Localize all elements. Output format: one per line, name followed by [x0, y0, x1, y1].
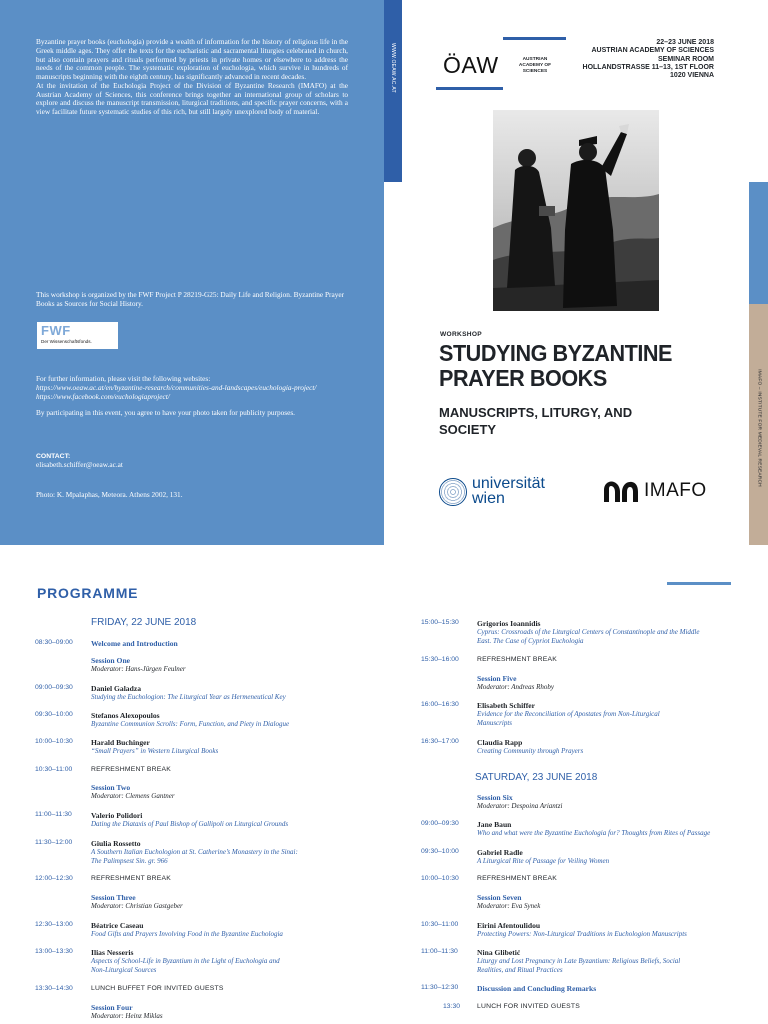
session-title: Session Five	[477, 674, 517, 683]
cover-photo-monks	[493, 110, 659, 311]
day-heading-friday: FRIDAY, 22 JUNE 2018	[91, 617, 197, 628]
speaker-name: Daniel Galadza	[91, 684, 141, 693]
entry-time: 11:30–12:30	[421, 984, 459, 991]
contact-label: CONTACT:	[36, 453, 71, 460]
intro-text	[36, 38, 348, 117]
photo-credit: Photo: K. Mpalaphas, Meteora. Athens 2002, 131.	[36, 490, 183, 499]
oeaw-logo: ÖAW	[443, 52, 499, 78]
entry-time: 10:30–11:00	[35, 766, 73, 773]
entry-time: 09:00–09:30	[35, 684, 73, 691]
speaker-name: Harald Buchinger	[91, 738, 150, 747]
entry-time: 11:30–12:00	[35, 839, 73, 846]
break-label: REFRESHMENT BREAK	[477, 875, 557, 882]
website-strip	[384, 0, 402, 182]
session-title: Session Six	[477, 793, 513, 802]
university-vienna-logo	[439, 476, 559, 510]
break-label: REFRESHMENT BREAK	[91, 875, 171, 882]
session-title: Session Two	[91, 783, 131, 792]
speaker-name: Jane Baun	[477, 820, 512, 829]
talk-title: “Small Prayers” in Western Liturgical Books	[91, 747, 219, 756]
session-moderator: Moderator: Eva Synek	[477, 902, 541, 911]
event-address: HOLLANDSTRASSE 11–13, 1ST FLOOR	[582, 63, 714, 71]
page-subtitle	[439, 405, 729, 439]
entry-time: 10:30–11:00	[421, 921, 459, 928]
entry-time: 16:30–17:00	[421, 738, 459, 745]
speaker-name: Nina Glibetić	[477, 948, 521, 957]
subtitle-line-2: SOCIETY	[439, 421, 497, 437]
talk-title: Dating the Diataxis of Paul Bishop of Gallipoli on Liturgical Grounds	[91, 820, 289, 829]
oeaw-rule-bottom	[436, 87, 503, 90]
entry-time: 13:00–13:30	[35, 948, 73, 955]
speaker-name: Eirini Afentoulidou	[477, 921, 541, 930]
talk-title: Aspects of School-Life in Byzantium in the Light of Euchologia and	[91, 957, 280, 966]
entry-time: 11:00–11:30	[35, 811, 72, 818]
entry-time: 12:30–13:00	[35, 921, 73, 928]
fwf-logo-mark: FWF	[41, 323, 71, 338]
imafo-wordmark: IMAFO	[644, 480, 707, 501]
university-name-line-1: universität	[472, 475, 545, 492]
session-title: Session Three	[91, 893, 136, 902]
talk-title: Cyprus: Crossroads of the Liturgical Centers of Constantinople and the Middle	[477, 628, 700, 637]
talk-title: Food Gifts and Prayers Involving Food in the Byzantine Euchologia	[91, 930, 283, 939]
speaker-name: Claudia Rapp	[477, 738, 523, 747]
talk-title-continued: Realities, and Ritual Practices	[477, 966, 563, 975]
speaker-name: Gabriel Radle	[477, 848, 523, 857]
session-moderator: Moderator: Andreas Rhoby	[477, 683, 554, 692]
fwf-logo	[37, 322, 118, 349]
website-info	[36, 375, 356, 401]
photo-consent-note: By participating in this event, you agree to have your photo taken for publicity purposes.	[36, 408, 295, 417]
university-name	[472, 476, 545, 506]
university-name-line-2: wien	[472, 490, 505, 508]
fwf-logo-sub: Der Wissenschaftsfonds.	[41, 339, 92, 344]
page-title	[439, 341, 721, 392]
session-moderator: Moderator: Heinz Miklas	[91, 1012, 163, 1021]
speaker-name: Giulia Rossetto	[91, 839, 141, 848]
entry-time: 10:00–10:30	[35, 738, 73, 745]
contact-email[interactable]: elisabeth.schiffer@oeaw.ac.at	[36, 460, 123, 470]
session-title: Session Seven	[477, 893, 522, 902]
entry-time: 09:30–10:00	[35, 711, 73, 718]
speaker-name: Stefanos Alexopoulos	[91, 711, 160, 720]
programme-heading: PROGRAMME	[37, 585, 139, 601]
entry-time: 15:00–15:30	[421, 619, 459, 626]
entry-title: Discussion and Concluding Remarks	[477, 984, 597, 993]
entry-time: 13:30	[443, 1003, 461, 1010]
session-moderator: Moderator: Hans-Jürgen Feulner	[91, 665, 186, 674]
speaker-name: Grigorios Ioannidis	[477, 619, 541, 628]
workshop-label: WORKSHOP	[440, 331, 482, 338]
talk-title: Creating Community through Prayers	[477, 747, 584, 756]
title-line-1: STUDYING BYZANTINE	[439, 340, 672, 366]
session-title: Session One	[91, 656, 131, 665]
talk-title: Protecting Powers: Non-Liturgical Traditions in Euchologion Manuscripts	[477, 930, 687, 939]
talk-title: Byzantine Communion Scrolls: Form, Function, and Piety in Dialogue	[91, 720, 290, 729]
talk-title: Studying the Euchologion: The Liturgical Year as Hermeneutical Key	[91, 693, 286, 702]
talk-title-continued: The Palimpsest Sin. gr. 966	[91, 857, 168, 866]
intro-paragraph-1: Byzantine prayer books (euchologia) provide a wealth of information for the history of religious life in the Greek middle ages. They offer the texts for the eucharistic and sacramental liturgies celebrated in church, but also contain prayers and rituals performed by priests in private homes or elsewhere to address the needs of the common people. The systematic exploration of euchologia, which survive in hundreds of manuscripts beginning with the eighth century, has significantly advanced in recent decades.	[36, 37, 348, 81]
contact-block	[36, 453, 356, 470]
website-info-label: For further information, please visit the following websites:	[36, 374, 211, 383]
website-strip-text[interactable]: WWW.OEAW.AC.AT	[390, 42, 396, 94]
talk-title-continued: East. The Case of Cypriot Euchologia	[477, 637, 584, 646]
session-moderator: Moderator: Clemens Gantner	[91, 792, 175, 801]
speaker-name: Elisabeth Schiffer	[477, 701, 536, 710]
title-line-2: PRAYER BOOKS	[439, 365, 607, 392]
talk-title: Evidence for the Reconciliation of Apostates from Non-Liturgical	[477, 710, 660, 719]
session-title: Session Four	[91, 1003, 133, 1012]
talk-title-continued: Manuscripts	[477, 719, 512, 728]
intro-paragraph-2: At the invitation of the Euchologia Project of the Division of Byzantine Research (IMAFO) at the Austrian Academy of Sciences, this conference brings together an international group of scholars to explore and discuss the manuscript transmission, liturgical traditions, and specific prayer concerns, with a view facilitate future systematic studies of this rich, but still largely unexplored body of material.	[36, 80, 348, 116]
event-date: 22–23 JUNE 2018	[656, 39, 714, 46]
entry-time: 09:00–09:30	[421, 820, 459, 827]
oeaw-logo-subtitle: AUSTRIAN ACADEMY OF SCIENCES	[518, 57, 552, 74]
event-room: SEMINAR ROOM	[658, 55, 714, 63]
event-venue: AUSTRIAN ACADEMY OF SCIENCES	[591, 47, 714, 55]
break-label: REFRESHMENT BREAK	[91, 766, 171, 773]
speaker-name: Valerio Polidori	[91, 811, 143, 820]
talk-title: Liturgy and Lost Pregnancy in Late Byzantium: Religious Beliefs, Social	[477, 957, 681, 966]
talk-title: A Liturgical Rite of Passage for Veiling Women	[477, 857, 610, 866]
entry-time: 10:00–10:30	[421, 875, 459, 882]
talk-title-continued: Non-Liturgical Sources	[91, 966, 157, 975]
info-panel	[0, 0, 384, 545]
side-strip-imafo	[749, 304, 768, 545]
entry-time: 11:00–11:30	[421, 948, 458, 955]
university-seal-icon	[439, 478, 467, 506]
speaker-name: Ilias Nesseris	[91, 948, 134, 957]
entry-time: 08:30–09:00	[35, 639, 73, 646]
break-label: LUNCH FOR INVITED GUESTS	[477, 1003, 580, 1010]
entry-time: 09:30–10:00	[421, 848, 459, 855]
entry-time: 16:00–16:30	[421, 701, 459, 708]
speaker-name: Béatrice Caseau	[91, 921, 144, 930]
imafo-mark-icon	[602, 478, 640, 504]
event-city: 1020 VIENNA	[670, 72, 714, 80]
monks-photo-illustration	[493, 110, 659, 311]
talk-title: A Southern Italian Euchologion at St. Catherine’s Monastery in the Sinai:	[91, 848, 298, 857]
session-moderator: Moderator: Christian Gastgeber	[91, 902, 183, 911]
imafo-logo	[602, 478, 720, 504]
oeaw-rule-top	[503, 37, 566, 40]
session-moderator: Moderator: Despoina Ariantzi	[477, 802, 563, 811]
website-link-facebook[interactable]: https://www.facebook.com/euchologiaproject/	[36, 391, 170, 401]
event-details	[564, 39, 714, 81]
entry-title: Welcome and Introduction	[91, 639, 178, 648]
break-label: LUNCH BUFFET FOR INVITED GUESTS	[91, 985, 224, 992]
programme-accent-rule	[667, 582, 731, 585]
fwf-project-note: This workshop is organized by the FWF Project P 28219-G25: Daily Life and Religion. Byzantine Prayer Books as Sources for Social History.	[36, 290, 345, 308]
entry-time: 12:00–12:30	[35, 875, 73, 882]
break-label: REFRESHMENT BREAK	[477, 656, 557, 663]
website-link-oeaw[interactable]: https://www.oeaw.ac.at/en/byzantine-research/communities-and-landscapes/euchologia-project/	[36, 382, 317, 392]
entry-time: 15:30–16:00	[421, 656, 459, 663]
subtitle-line-1: MANUSCRIPTS, LITURGY, AND	[439, 405, 633, 420]
side-strip-blue	[749, 182, 768, 304]
talk-title: Who and what were the Byzantine Euchologia for? Thoughts from Rites of Passage	[477, 829, 711, 838]
entry-time: 13:30–14:30	[35, 985, 73, 992]
side-strip-text: IMAFO – INSTITUTE FOR MEDIEVAL RESEARCH	[756, 369, 761, 487]
day-heading-saturday: SATURDAY, 23 JUNE 2018	[475, 772, 598, 783]
